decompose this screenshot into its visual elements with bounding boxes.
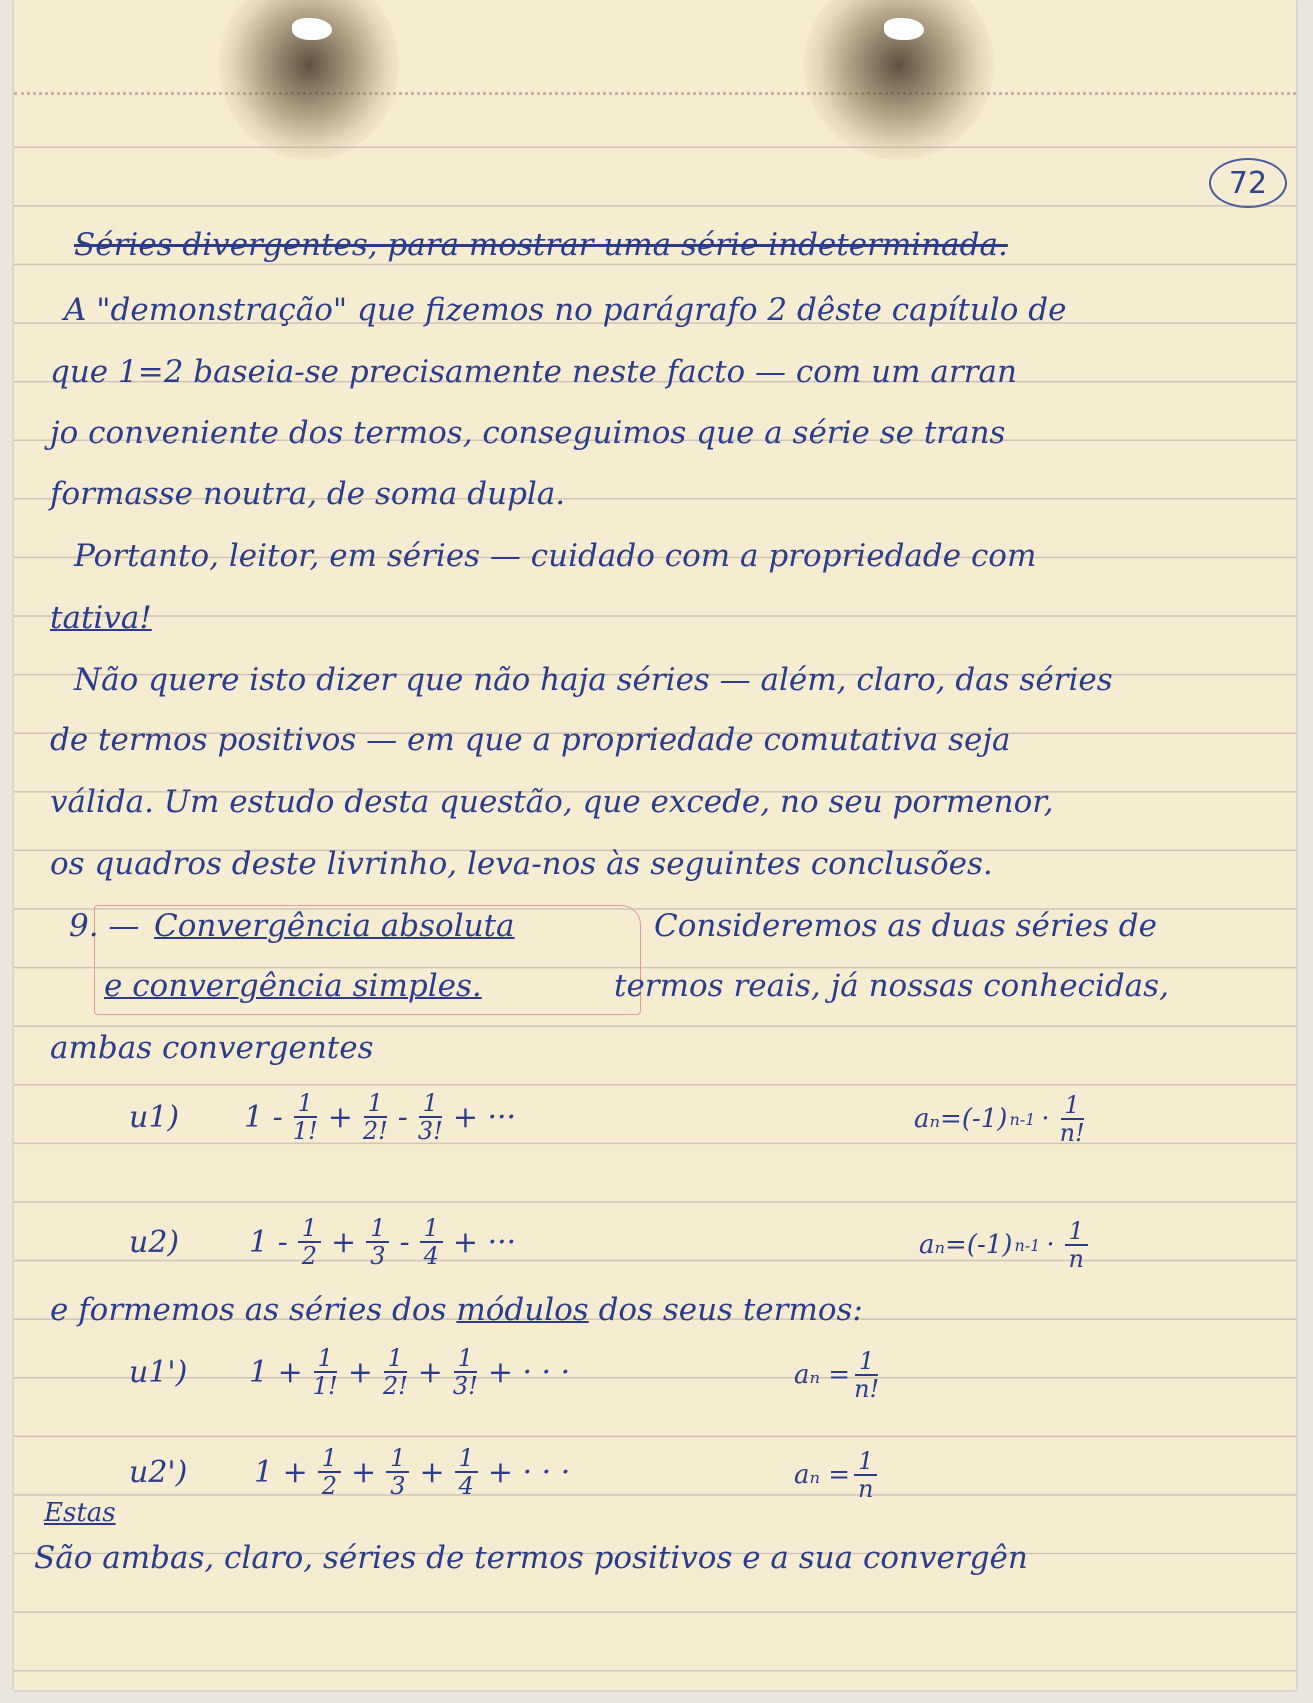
- punch-hole-left: [292, 18, 332, 40]
- text-line: de termos positivos — em que a propriedade comutativa seja: [50, 722, 1011, 758]
- series-label-u1-prime: u1'): [129, 1355, 188, 1390]
- fraction: $\frac{1}{3!}$: [417, 1089, 443, 1145]
- fraction: $\frac{1}{4}$: [455, 1445, 478, 1499]
- text-line: Portanto, leitor, em séries — cuidado com a propriedade com: [74, 538, 1037, 574]
- text-line: tativa!: [50, 600, 152, 636]
- notebook-page: [14, 0, 1296, 1690]
- fraction: $\frac{1}{1!}$: [312, 1344, 338, 1400]
- fraction: $\frac{1}{2!}$: [362, 1089, 388, 1145]
- fraction: $\frac{1}{n!}$: [854, 1347, 880, 1403]
- section-title-line2: e convergência simples.: [104, 968, 482, 1004]
- fraction: $\frac{1}{3}$: [386, 1445, 409, 1499]
- page-number: 72: [1209, 158, 1287, 208]
- section-number: 9. —: [69, 908, 140, 944]
- text-line: termos reais, já nossas conhecidas,: [614, 968, 1169, 1004]
- fraction: $\frac{1}{2}$: [298, 1215, 321, 1269]
- text-line: A "demonstração" que fizemos no parágrafo 2 dêste capítulo de: [64, 292, 1067, 328]
- fraction: $\frac{1}{n}$: [854, 1448, 877, 1502]
- fraction: $\frac{1}{2}$: [318, 1445, 341, 1499]
- fraction: $\frac{1}{n}$: [1065, 1218, 1088, 1272]
- section-title-line1: Convergência absoluta: [154, 908, 515, 944]
- perforation-line: [14, 92, 1296, 95]
- fraction: $\frac{1}{n!}$: [1059, 1091, 1085, 1147]
- fraction: $\frac{1}{3}$: [366, 1215, 389, 1269]
- general-term-u2: aₙ=(-1) n-1 · $\frac{1}{n}$: [919, 1218, 1092, 1272]
- fraction: $\frac{1}{2!}$: [382, 1344, 408, 1400]
- series-u2-prime: 1 + $\frac{1}{2}$ + $\frac{1}{3}$ + $\frac{1}{4}$ + · · ·: [254, 1444, 571, 1500]
- text-line: ambas convergentes: [50, 1030, 374, 1066]
- punch-hole-right: [884, 18, 924, 40]
- text-line: São ambas, claro, séries de termos positivos e a sua convergên: [34, 1540, 1028, 1576]
- modulus-text-line: e formemos as séries dos módulos dos seus termos:: [50, 1292, 863, 1328]
- crossed-out-heading: Séries divergentes, para mostrar uma série indeterminada.: [74, 227, 1008, 263]
- series-u2: 1 - $\frac{1}{2}$ + $\frac{1}{3}$ - $\frac{1}{4}$ + ···: [249, 1214, 517, 1270]
- general-term-u1-prime: aₙ = $\frac{1}{n!}$: [794, 1347, 880, 1403]
- series-label-u2-prime: u2'): [129, 1455, 188, 1490]
- general-term-u1: aₙ=(-1) n-1 · $\frac{1}{n!}$: [914, 1091, 1085, 1147]
- text-line: válida. Um estudo desta questão, que excede, no seu pormenor,: [50, 784, 1054, 820]
- text-line: Não quere isto dizer que não haja séries — além, claro, das séries: [74, 662, 1113, 698]
- text-line: formasse noutra, de soma dupla.: [50, 476, 566, 512]
- series-u1-prime: 1 + $\frac{1}{1!}$ + $\frac{1}{2!}$ + $\frac{1}{3!}$ + · · ·: [249, 1344, 571, 1400]
- page-header-area: [14, 0, 1296, 100]
- fraction: $\frac{1}{1!}$: [292, 1089, 318, 1145]
- fraction: $\frac{1}{3!}$: [452, 1344, 478, 1400]
- series-label-u2: u2): [129, 1225, 180, 1260]
- text-line: Consideremos as duas séries de: [654, 908, 1157, 944]
- text-line: os quadros deste livrinho, leva-nos às seguintes conclusões.: [50, 846, 993, 882]
- text-line: que 1=2 baseia-se precisamente neste facto — com um arran: [50, 354, 1017, 390]
- text-line: jo conveniente dos termos, conseguimos que a série se trans: [50, 415, 1006, 451]
- series-u1: 1 - $\frac{1}{1!}$ + $\frac{1}{2!}$ - $\frac{1}{3!}$ + ···: [244, 1089, 517, 1145]
- inserted-word: Estas: [44, 1498, 116, 1528]
- fraction: $\frac{1}{4}$: [420, 1215, 443, 1269]
- series-label-u1: u1): [129, 1100, 180, 1135]
- general-term-u2-prime: aₙ = $\frac{1}{n}$: [794, 1448, 881, 1502]
